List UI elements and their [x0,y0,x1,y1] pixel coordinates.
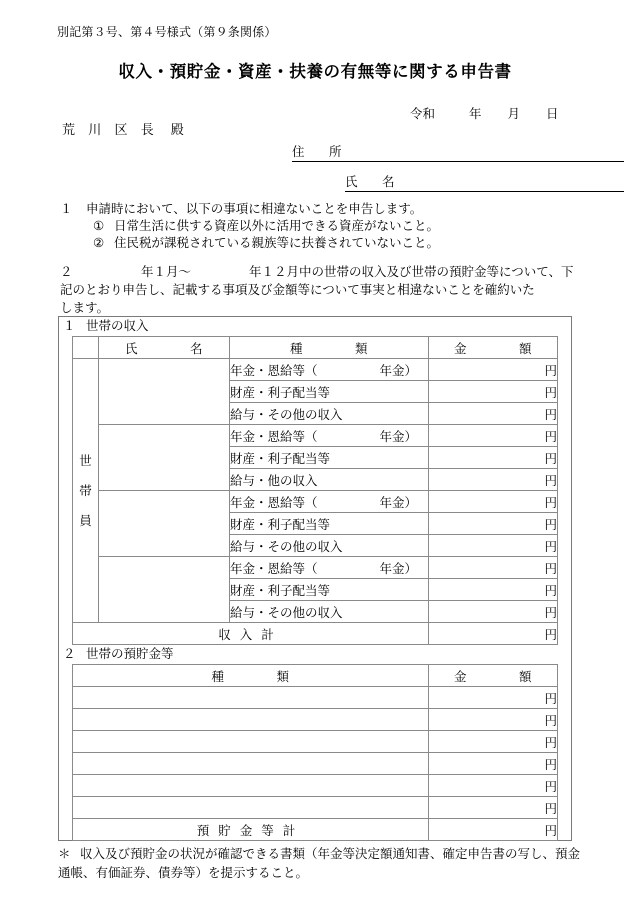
currency-unit: 円 [544,429,557,444]
income-kind-2-1-post: 年金） [379,429,418,444]
member-vertical-label [73,359,99,623]
savings-kind-1[interactable] [73,687,429,709]
footnote-line-1-text: 収入及び預貯金の状況が確認できる書類（年金等決定額通知書、確定申告書の写し、預金 [80,847,581,861]
currency-unit: 円 [544,363,557,378]
income-kind-1-1-pre: 年金・恩給等（ [230,363,318,378]
income-kind-3-1-pre: 年金・恩給等（ [230,495,318,510]
income-amount-3-1[interactable] [429,491,558,513]
income-kind-3-2: 財産・利子配当等 [230,513,429,535]
savings-amount-2[interactable] [429,709,558,731]
income-kind-2-1-pre: 年金・恩給等（ [230,429,318,444]
section-1-heading [59,317,571,336]
savings-header-kind: 種 類 [73,665,429,687]
address-field[interactable] [292,142,624,162]
section-2-heading [59,645,571,664]
savings-amount-3[interactable] [429,731,558,753]
addressee-office: 荒 川 区 長 [62,122,159,137]
clause-2-line-1 [60,263,572,281]
income-kind-1-3: 給与・その他の収入 [230,403,429,425]
clause-1-item-2 [60,235,439,252]
currency-unit: 円 [544,407,557,422]
table-row [73,359,558,381]
member-label-char-2: 帯 [79,483,92,498]
header-kind: 種 類 [230,337,429,359]
income-amount-1-1[interactable] [429,359,558,381]
era-label: 令和 [410,107,436,121]
income-total-row [73,623,558,645]
income-amount-2-2[interactable] [429,447,558,469]
household-income-table [72,336,558,645]
currency-unit: 円 [544,473,557,488]
savings-kind-6[interactable] [73,797,429,819]
member-label-char-1: 世 [79,453,92,468]
address-label: 住 所 [292,142,348,162]
section-1-title: 世帯の収入 [86,319,149,333]
table-row [73,775,558,797]
currency-unit: 円 [544,561,557,576]
savings-amount-6[interactable] [429,797,558,819]
table-row [73,687,558,709]
income-amount-1-3[interactable] [429,403,558,425]
currency-unit: 円 [544,691,557,706]
clause-1-item-1-text: 日常生活に供する資産以外に活用できる資産がないこと。 [114,219,440,233]
clause-2-period-start: 年１月～ [141,265,192,279]
income-amount-3-2[interactable] [429,513,558,535]
income-kind-4-1-pre: 年金・恩給等（ [230,561,318,576]
table-row [73,491,558,513]
section-2-title: 世帯の預貯金等 [86,647,174,661]
table-row [73,709,558,731]
currency-unit: 円 [544,495,557,510]
declaration-tables-frame [58,316,572,841]
income-kind-1-1-post: 年金） [379,363,418,378]
currency-unit: 円 [544,823,557,838]
savings-total-label: 預貯金等計 [73,819,429,841]
footnote [58,845,581,883]
clause-2-line-2: 記のとおり申告し、記載する事項及び金額等について事実と相違ないことを確約いた [60,283,535,297]
currency-unit: 円 [544,385,557,400]
date-line [410,104,559,122]
circled-number-2-icon: ② [93,236,105,250]
table-row [73,797,558,819]
savings-kind-5[interactable] [73,775,429,797]
footnote-line-2: 通帳、有価証券、債券等）を提示すること。 [58,866,309,880]
addressee [62,119,189,138]
savings-kind-3[interactable] [73,731,429,753]
member-label-char-3: 員 [79,513,92,528]
income-kind-4-3: 給与・その他の収入 [230,601,429,623]
member-name-input-1[interactable] [99,359,230,425]
currency-unit: 円 [544,779,557,794]
member-name-input-4[interactable] [99,557,230,623]
currency-unit: 円 [544,605,557,620]
table-header-row [73,665,558,687]
page-title: 収入・預貯金・資産・扶養の有無等に関する申告書 [118,62,512,81]
clause-2-line-3: します。 [60,301,110,315]
header-name: 氏 名 [99,337,230,359]
header-amount: 金 額 [429,337,558,359]
income-total-amount[interactable] [429,623,558,645]
income-amount-2-3[interactable] [429,469,558,491]
table-row [73,731,558,753]
name-input[interactable] [401,176,624,192]
income-kind-4-1-post: 年金） [379,561,418,576]
income-kind-3-1-post: 年金） [379,495,418,510]
savings-header-amount: 金 額 [429,665,558,687]
savings-total-amount[interactable] [429,819,558,841]
member-name-input-3[interactable] [99,491,230,557]
income-kind-1-2: 財産・利子配当等 [230,381,429,403]
income-amount-2-1[interactable] [429,425,558,447]
currency-unit: 円 [544,539,557,554]
income-kind-2-2: 財産・利子配当等 [230,447,429,469]
clause-2 [60,263,572,317]
addressee-honorific: 殿 [170,122,189,137]
month-unit-label: 月 [507,107,521,121]
table-row [73,557,558,579]
currency-unit: 円 [544,627,557,642]
clause-1-text: 申請時において、以下の事項に相違ないことを申告します。 [86,202,423,216]
table-header-row [73,337,558,359]
asterisk-icon: ＊ [58,847,71,861]
income-kind-3-3: 給与・その他の収入 [230,535,429,557]
income-total-label: 収入計 [73,623,429,645]
clause-1-item-1 [60,218,439,235]
member-name-input-2[interactable] [99,425,230,491]
address-input[interactable] [348,146,624,162]
income-amount-4-2[interactable] [429,579,558,601]
clause-2-number: ２ [60,265,73,279]
currency-unit: 円 [544,713,557,728]
table-row [73,753,558,775]
income-kind-4-1 [230,557,429,579]
clause-1-number: １ [60,202,73,216]
clause-1 [60,201,439,252]
savings-amount-5[interactable] [429,775,558,797]
income-amount-4-3[interactable] [429,601,558,623]
savings-amount-1[interactable] [429,687,558,709]
footnote-line-1 [58,845,581,864]
savings-amount-4[interactable] [429,753,558,775]
income-amount-3-3[interactable] [429,535,558,557]
name-field[interactable] [345,172,624,192]
member-corner-cell [73,337,99,359]
currency-unit: 円 [544,451,557,466]
currency-unit: 円 [544,583,557,598]
income-kind-3-1 [230,491,429,513]
income-amount-1-2[interactable] [429,381,558,403]
clause-1-item-2-text: 住民税が課税されている親族等に扶養されていないこと。 [114,236,440,250]
name-label: 氏 名 [345,172,401,192]
section-2-number: ２ [63,647,76,661]
currency-unit: 円 [544,801,557,816]
savings-kind-2[interactable] [73,709,429,731]
circled-number-1-icon: ① [93,219,105,233]
section-1-number: １ [63,319,76,333]
currency-unit: 円 [544,735,557,750]
income-kind-2-3: 給与・他の収入 [230,469,429,491]
form-number: 別記第３号、第４号様式（第９条関係） [57,25,277,39]
clause-1-heading [60,201,439,218]
income-amount-4-1[interactable] [429,557,558,579]
income-kind-2-1 [230,425,429,447]
currency-unit: 円 [544,757,557,772]
year-unit-label: 年 [469,107,482,121]
income-kind-4-2: 財産・利子配当等 [230,579,429,601]
household-savings-table [72,664,558,841]
table-row [73,425,558,447]
savings-kind-4[interactable] [73,753,429,775]
currency-unit: 円 [544,517,557,532]
income-kind-1-1 [230,359,429,381]
savings-total-row [73,819,558,841]
day-unit-label: 日 [546,107,559,121]
clause-2-period-end: 年１２月中の世帯の収入及び世帯の預貯金等について、下 [249,265,574,279]
